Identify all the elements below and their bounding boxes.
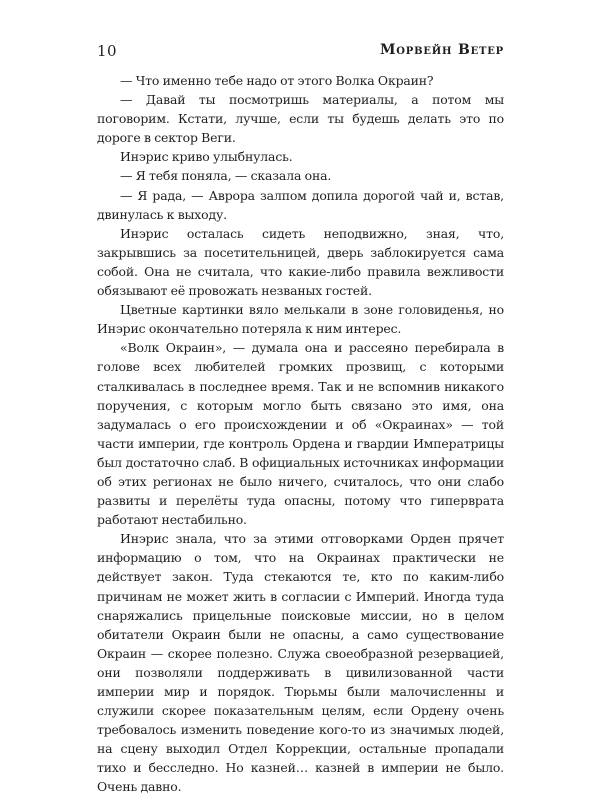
- paragraph: «Волк Окраин», — думала она и рассеяно перебирала в голове всех любителей громких прозвищ, с которыми сталкивалась в последнее время. Так и не вспомнив никакого поручения, с которым могло быть связано это имя, она задумалась о его происхождении и об «Окраинах» — той части империи, где контроль Ордена и гвардии Императрицы был достаточно слаб. В официальных источниках информации об этих регионах не было ничего, считалось, что они слабо развиты и перелёты туда опасны, потому что гиперврата работают нестабильно.: [97, 340, 504, 528]
- paragraph: — Я тебя поняла, — сказала она.: [120, 168, 332, 184]
- page-number: 10: [97, 42, 118, 60]
- paragraph: — Давай ты посмотришь материалы, а потом мы поговорим. Кстати, лучше, если ты будешь делать это по дороге в сектор Веги.: [97, 92, 504, 146]
- paragraph: Цветные картинки вяло мелькали в зоне головиденья, но Инэрис окончательно потеряла к ним интерес.: [97, 302, 504, 337]
- running-head: [97, 40, 504, 64]
- paragraph: — Я рада, — Аврора залпом допила дорогой чай и, встав, двинулась к выходу.: [97, 187, 504, 222]
- body-text: [97, 71, 504, 797]
- paragraph: Инэрис криво улыбнулась.: [120, 149, 293, 165]
- paragraph: Инэрис осталась сидеть неподвижно, зная, что, закрывшись за посетительницей, дверь заблокируется сама собой. Она не считала, что какие-либо правила вежливости обязывают её провожать незваных гостей.: [97, 225, 504, 299]
- book-title-header: Морвейн Ветер: [379, 42, 504, 58]
- paragraph: — Что именно тебе надо от этого Волка Окраин?: [120, 73, 434, 88]
- paragraph: Инэрис знала, что за этими отговорками Орден прячет информацию о том, что на Окраинах практически не действует закон. Туда стекаются те, кто по каким-либо причинам не может жить в согласии с Империй. Иногда туда снаряжались прицельные поисковые миссии, но в целом обитатели Окраин были не опасны, а само существование Окраин — скорее полезно. Служа своеобразной резервацией, они позволяли поддерживать в цивилизованной части империи мир и порядок. Тюрьмы были малочисленны и служили скорее показательным целям, если Ордену очень требовалось изменить поведение кого-то из значимых людей, на сцену выходил Отдел Коррекции, остальные пропадали тихо и бесследно. Но казней… казней в империи не было. Очень давно.: [97, 531, 504, 795]
